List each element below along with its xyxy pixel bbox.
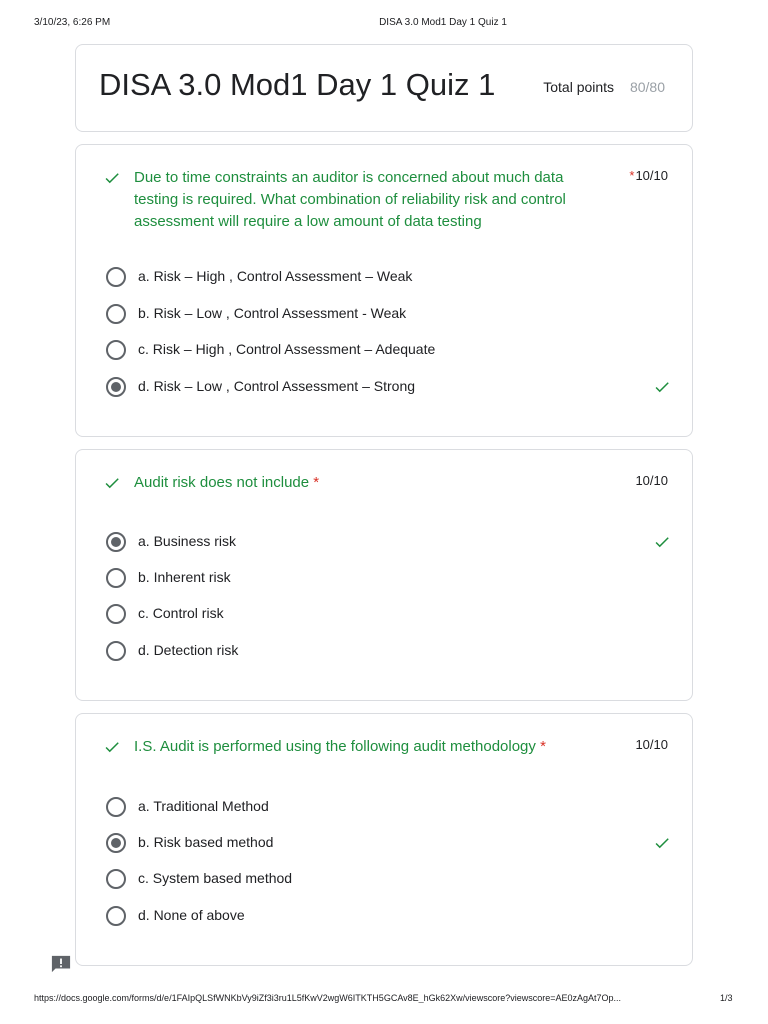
question-text-content: Audit risk does not include xyxy=(134,474,310,491)
radio-button[interactable] xyxy=(106,340,126,360)
print-url: https://docs.google.com/forms/d/e/1FAIpQLSfWNKbVy9iZf3i3ru1L5fKwV2wgW6ITKTH5GCAv8E_hGk62Xw/viewscore?viewscore=AE0zAgAt7Op... xyxy=(34,993,622,1003)
form-title-card xyxy=(75,44,693,132)
check-icon xyxy=(652,533,672,551)
radio-button[interactable] xyxy=(106,568,126,588)
question-text xyxy=(134,472,594,494)
option-c[interactable] xyxy=(106,338,672,364)
option-c[interactable] xyxy=(106,867,672,893)
check-icon xyxy=(102,169,122,187)
option-a[interactable] xyxy=(106,265,672,291)
total-points-label: Total points xyxy=(543,79,615,95)
print-page-number: 1/3 xyxy=(720,993,733,1003)
option-label: d. Detection risk xyxy=(138,642,239,658)
option-label: b. Risk – Low , Control Assessment - Weak xyxy=(138,305,407,321)
print-title: DISA 3.0 Mod1 Day 1 Quiz 1 xyxy=(379,17,507,28)
question-card xyxy=(75,449,693,701)
radio-button[interactable] xyxy=(106,869,126,889)
option-label: b. Inherent risk xyxy=(138,569,231,585)
radio-button[interactable] xyxy=(106,797,126,817)
radio-button[interactable] xyxy=(106,906,126,926)
print-date: 3/10/23, 6:26 PM xyxy=(34,17,111,28)
option-a[interactable] xyxy=(106,530,672,556)
question-card xyxy=(75,713,693,966)
question-points xyxy=(629,168,668,183)
option-label: c. Risk – High , Control Assessment – Adequate xyxy=(138,341,436,357)
option-label: a. Business risk xyxy=(138,533,237,549)
radio-button-selected[interactable] xyxy=(106,833,126,853)
check-icon xyxy=(652,834,672,852)
required-mark: * xyxy=(629,168,635,183)
question-text xyxy=(134,736,604,758)
question-points xyxy=(635,473,668,488)
question-points xyxy=(635,737,668,752)
question-card xyxy=(75,144,693,437)
check-icon xyxy=(102,738,122,756)
option-d[interactable] xyxy=(106,639,672,665)
option-label: d. Risk – Low , Control Assessment – Strong xyxy=(138,378,416,394)
radio-button[interactable] xyxy=(106,641,126,661)
total-points xyxy=(543,79,665,95)
required-mark: * xyxy=(313,474,320,491)
radio-button[interactable] xyxy=(106,267,126,287)
total-points-value: 80/80 xyxy=(629,79,665,95)
option-label: a. Risk – High , Control Assessment – Weak xyxy=(138,268,413,284)
required-mark: * xyxy=(540,738,546,755)
option-label: b. Risk based method xyxy=(138,834,274,850)
option-c[interactable] xyxy=(106,602,672,628)
option-d[interactable] xyxy=(106,375,672,401)
option-label: a. Traditional Method xyxy=(138,798,269,814)
option-b[interactable] xyxy=(106,302,672,328)
check-icon xyxy=(652,378,672,396)
radio-button-selected[interactable] xyxy=(106,377,126,397)
option-b[interactable] xyxy=(106,566,672,592)
radio-button[interactable] xyxy=(106,604,126,624)
option-d[interactable] xyxy=(106,904,672,930)
question-text-content: Due to time constraints an auditor is concerned about much data testing is required. What combination of reliability risk and control assessment will require a low amount of data testing xyxy=(134,169,566,230)
question-text-content: I.S. Audit is performed using the following audit methodology xyxy=(134,738,536,755)
radio-button[interactable] xyxy=(106,304,126,324)
radio-button-selected[interactable] xyxy=(106,532,126,552)
print-header xyxy=(0,17,768,31)
report-feedback-icon[interactable] xyxy=(50,954,72,974)
points-value: 10/10 xyxy=(635,737,668,752)
check-icon xyxy=(102,474,122,492)
option-b[interactable] xyxy=(106,831,672,857)
option-label: d. None of above xyxy=(138,907,245,923)
print-footer xyxy=(0,993,768,1007)
option-a[interactable] xyxy=(106,795,672,821)
option-label: c. System based method xyxy=(138,870,293,886)
points-value: 10/10 xyxy=(635,168,668,183)
points-value: 10/10 xyxy=(635,473,668,488)
option-label: c. Control risk xyxy=(138,605,224,621)
question-text xyxy=(134,167,594,233)
form-title: DISA 3.0 Mod1 Day 1 Quiz 1 xyxy=(99,67,496,102)
